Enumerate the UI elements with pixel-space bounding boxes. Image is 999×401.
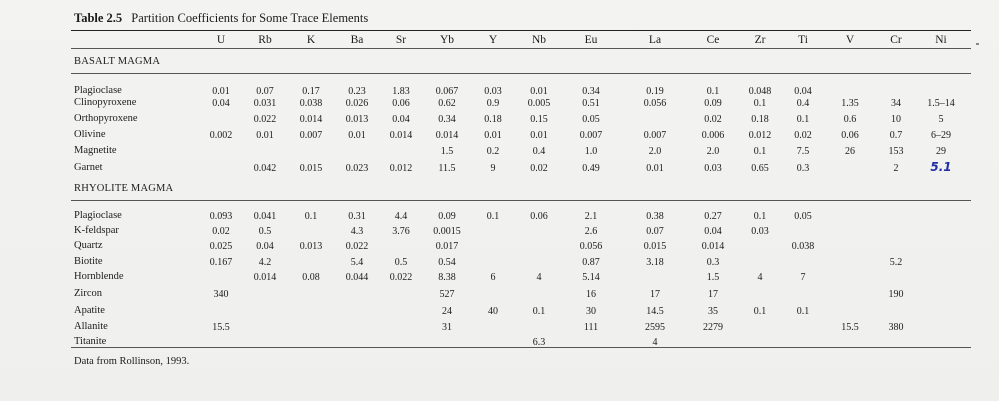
table-footnote: Data from Rollinson, 1993. bbox=[74, 356, 190, 367]
table-cell: 0.6 bbox=[843, 114, 857, 125]
table-cell: 0.23 bbox=[348, 86, 366, 97]
table-cell: 4 bbox=[652, 337, 658, 348]
table-cell: 0.3 bbox=[796, 163, 810, 174]
column-header-u: U bbox=[216, 34, 226, 46]
column-header-rb: Rb bbox=[258, 34, 272, 46]
table-cell: 0.03 bbox=[751, 226, 769, 237]
table-cell: 0.09 bbox=[704, 98, 722, 109]
table-cell: 0.012 bbox=[748, 130, 772, 141]
table-cell: 35 bbox=[708, 306, 718, 317]
table-cell: 0.19 bbox=[646, 86, 664, 97]
table-cell: 0.014 bbox=[253, 272, 277, 283]
table-cell: 190 bbox=[888, 289, 904, 300]
table-cell: 0.87 bbox=[582, 257, 600, 268]
table-cell: 9 bbox=[490, 163, 496, 174]
table-cell: 0.015 bbox=[643, 241, 667, 252]
column-header-nb: Nb bbox=[531, 34, 547, 46]
table-cell: 0.9 bbox=[486, 98, 500, 109]
row-label: K-feldspar bbox=[74, 225, 119, 236]
table-cell: 29 bbox=[936, 146, 946, 157]
table-cell: 0.03 bbox=[704, 163, 722, 174]
table-cell: 111 bbox=[583, 322, 599, 333]
row-label: Plagioclase bbox=[74, 85, 122, 96]
table-cell: 0.026 bbox=[345, 98, 369, 109]
table-cell: 0.048 bbox=[748, 86, 772, 97]
table-cell: 0.013 bbox=[299, 241, 323, 252]
table-cell: 17 bbox=[650, 289, 660, 300]
table-cell: 0.34 bbox=[438, 114, 456, 125]
table-cell: 6 bbox=[490, 272, 496, 283]
table-cell: 1.5 bbox=[706, 272, 720, 283]
table-cell: 0.3 bbox=[706, 257, 720, 268]
table-cell: 0.06 bbox=[530, 211, 548, 222]
table-cell: 0.38 bbox=[646, 211, 664, 222]
table-cell: 5.4 bbox=[350, 257, 364, 268]
table-cell: 0.014 bbox=[299, 114, 323, 125]
table-cell: 0.013 bbox=[345, 114, 369, 125]
table-cell: 4.4 bbox=[394, 211, 408, 222]
table-cell: 1.5 bbox=[440, 146, 454, 157]
table-cell: 2 bbox=[893, 163, 899, 174]
table-cell: 0.4 bbox=[796, 98, 810, 109]
row-label: Apatite bbox=[74, 305, 105, 316]
table-cell: 6.3 bbox=[532, 337, 546, 348]
table-cell: 1.0 bbox=[584, 146, 598, 157]
table-cell: 0.18 bbox=[751, 114, 769, 125]
table-cell: 0.1 bbox=[753, 98, 767, 109]
table-cell: 0.015 bbox=[299, 163, 323, 174]
table-cell: 31 bbox=[442, 322, 452, 333]
table-cell: 5 bbox=[938, 114, 944, 125]
table-title bbox=[74, 11, 368, 26]
table-cell: 0.2 bbox=[486, 146, 500, 157]
table-cell: 0.06 bbox=[841, 130, 859, 141]
table-cell: 0.27 bbox=[704, 211, 722, 222]
table-cell: 0.04 bbox=[212, 98, 230, 109]
table-cell: 0.02 bbox=[212, 226, 230, 237]
row-label: Allanite bbox=[74, 321, 108, 332]
table-cell: 0.005 bbox=[527, 98, 551, 109]
row-label: Titanite bbox=[74, 336, 107, 347]
column-header-ni: Ni bbox=[935, 34, 947, 46]
column-header-y: Y bbox=[488, 34, 498, 46]
table-cell: 0.022 bbox=[345, 241, 369, 252]
table-cell: 0.067 bbox=[435, 86, 459, 97]
table-cell: 0.65 bbox=[751, 163, 769, 174]
table-cell: 0.1 bbox=[532, 306, 546, 317]
table-cell: 0.025 bbox=[209, 241, 233, 252]
row-label: Clinopyroxene bbox=[74, 97, 137, 108]
table-cell: 4 bbox=[757, 272, 763, 283]
table-cell: 0.1 bbox=[796, 306, 810, 317]
table-cell: 7.5 bbox=[796, 146, 810, 157]
table-cell: 6–29 bbox=[931, 130, 951, 141]
table-cell: 340 bbox=[213, 289, 229, 300]
margin-mark bbox=[976, 43, 979, 45]
bottom-rule bbox=[71, 347, 971, 348]
table-cell: 0.01 bbox=[212, 86, 230, 97]
table-cell: 0.1 bbox=[486, 211, 500, 222]
row-label: Plagioclase bbox=[74, 210, 122, 221]
table-cell: 5.2 bbox=[889, 257, 903, 268]
table-cell: 0.1 bbox=[753, 146, 767, 157]
table-cell: 0.167 bbox=[209, 257, 233, 268]
table-cell: 4 bbox=[536, 272, 542, 283]
table-cell: 0.017 bbox=[435, 241, 459, 252]
table-cell: 0.014 bbox=[435, 130, 459, 141]
table-cell: 0.07 bbox=[256, 86, 274, 97]
table-cell: 14.5 bbox=[646, 306, 664, 317]
row-label: Zircon bbox=[74, 288, 102, 299]
table-cell: 0.038 bbox=[299, 98, 323, 109]
table-cell: 11.5 bbox=[438, 163, 456, 174]
table-cell: 0.18 bbox=[484, 114, 502, 125]
table-cell: 0.007 bbox=[579, 130, 603, 141]
table-cell: 0.044 bbox=[345, 272, 369, 283]
table-cell: 0.62 bbox=[438, 98, 456, 109]
table-cell: 15.5 bbox=[841, 322, 859, 333]
table-cell: 0.038 bbox=[791, 241, 815, 252]
table-cell: 0.007 bbox=[299, 130, 323, 141]
table-cell: 0.01 bbox=[530, 86, 548, 97]
section-rule-basalt bbox=[71, 73, 971, 74]
table-cell: 0.05 bbox=[582, 114, 600, 125]
table-cell: 0.1 bbox=[753, 306, 767, 317]
table-cell: 0.056 bbox=[643, 98, 667, 109]
column-header-k: K bbox=[306, 34, 316, 46]
column-header-sr: Sr bbox=[395, 34, 407, 46]
table-cell: 0.1 bbox=[796, 114, 810, 125]
table-cell: 0.012 bbox=[389, 163, 413, 174]
table-cell: 0.007 bbox=[643, 130, 667, 141]
table-cell: 0.04 bbox=[794, 86, 812, 97]
table-cell: 153 bbox=[888, 146, 904, 157]
table-cell: 0.54 bbox=[438, 257, 456, 268]
table-cell: 0.023 bbox=[345, 163, 369, 174]
table-caption: Partition Coefficients for Some Trace Elements bbox=[131, 11, 369, 25]
table-cell: 0.07 bbox=[646, 226, 664, 237]
section-rule-rhyolite bbox=[71, 200, 971, 201]
table-cell: 0.02 bbox=[704, 114, 722, 125]
table-cell: 0.022 bbox=[389, 272, 413, 283]
table-cell: 17 bbox=[708, 289, 718, 300]
table-cell: 0.03 bbox=[484, 86, 502, 97]
row-label: Hornblende bbox=[74, 271, 124, 282]
table-cell: 2279 bbox=[703, 322, 723, 333]
column-header-ce: Ce bbox=[706, 34, 720, 46]
table-cell: 24 bbox=[442, 306, 452, 317]
table-cell: 0.09 bbox=[438, 211, 456, 222]
table-cell: 0.014 bbox=[701, 241, 725, 252]
table-cell: 1.83 bbox=[392, 86, 410, 97]
table-cell: 0.04 bbox=[256, 241, 274, 252]
column-header-zr: Zr bbox=[754, 34, 766, 46]
table-cell: 5.14 bbox=[582, 272, 600, 283]
table-cell: 2595 bbox=[645, 322, 665, 333]
table-cell: 0.31 bbox=[348, 211, 366, 222]
table-cell: 0.5 bbox=[258, 226, 272, 237]
table-cell: 0.1 bbox=[706, 86, 720, 97]
table-cell: 0.1 bbox=[304, 211, 318, 222]
table-cell: 0.15 bbox=[530, 114, 548, 125]
table-cell: 0.5 bbox=[394, 257, 408, 268]
table-cell: 0.042 bbox=[253, 163, 277, 174]
top-rule bbox=[71, 30, 971, 31]
column-header-cr: Cr bbox=[890, 34, 902, 46]
table-cell: 0.014 bbox=[389, 130, 413, 141]
table-cell: 0.01 bbox=[256, 130, 274, 141]
table-cell: 3.18 bbox=[646, 257, 664, 268]
table-cell: 34 bbox=[891, 98, 901, 109]
table-cell: 2.6 bbox=[584, 226, 598, 237]
table-cell: 0.01 bbox=[348, 130, 366, 141]
section-heading-rhyolite: RHYOLITE MAGMA bbox=[74, 183, 174, 194]
table-cell: 0.04 bbox=[704, 226, 722, 237]
table-cell: 4.3 bbox=[350, 226, 364, 237]
table-cell: 3.76 bbox=[392, 226, 410, 237]
row-label: Orthopyroxene bbox=[74, 113, 138, 124]
table-cell: 0.0015 bbox=[433, 226, 461, 237]
table-cell: 0.01 bbox=[484, 130, 502, 141]
table-cell: 0.056 bbox=[579, 241, 603, 252]
table-cell: 1.35 bbox=[841, 98, 859, 109]
table-cell: 0.022 bbox=[253, 114, 277, 125]
table-label: Table 2.5 bbox=[74, 11, 123, 25]
column-header-la: La bbox=[648, 34, 662, 46]
table-cell: 0.4 bbox=[532, 146, 546, 157]
table-cell: 0.041 bbox=[253, 211, 277, 222]
row-label: Olivine bbox=[74, 129, 106, 140]
table-cell: 0.1 bbox=[753, 211, 767, 222]
table-cell: 0.34 bbox=[582, 86, 600, 97]
table-cell: 4.2 bbox=[258, 257, 272, 268]
row-label: Quartz bbox=[74, 240, 103, 251]
table-cell: 0.002 bbox=[209, 130, 233, 141]
column-header-ba: Ba bbox=[350, 34, 364, 46]
table-cell: 0.02 bbox=[794, 130, 812, 141]
table-cell: 0.49 bbox=[582, 163, 600, 174]
table-cell: 0.04 bbox=[392, 114, 410, 125]
column-header-ti: Ti bbox=[798, 34, 808, 46]
table-cell: 0.093 bbox=[209, 211, 233, 222]
row-label: Magnetite bbox=[74, 145, 117, 156]
table-cell: 30 bbox=[586, 306, 596, 317]
table-cell: 0.01 bbox=[530, 130, 548, 141]
table-cell: 16 bbox=[586, 289, 596, 300]
table-cell: 0.02 bbox=[530, 163, 548, 174]
header-rule bbox=[71, 48, 971, 49]
table-cell: 15.5 bbox=[212, 322, 230, 333]
table-cell: 8.38 bbox=[438, 272, 456, 283]
column-header-v: V bbox=[845, 34, 855, 46]
section-heading-basalt: BASALT MAGMA bbox=[74, 56, 161, 67]
table-cell: 380 bbox=[888, 322, 904, 333]
table-cell: 0.7 bbox=[889, 130, 903, 141]
table-cell: 5.1 bbox=[930, 160, 952, 174]
table-cell: 2.0 bbox=[706, 146, 720, 157]
table-cell: 7 bbox=[800, 272, 806, 283]
table-cell: 10 bbox=[891, 114, 901, 125]
table-cell: 0.01 bbox=[646, 163, 664, 174]
table-cell: 0.51 bbox=[582, 98, 600, 109]
table-cell: 0.06 bbox=[392, 98, 410, 109]
row-label: Garnet bbox=[74, 162, 103, 173]
table-cell: 527 bbox=[439, 289, 455, 300]
table-cell: 0.006 bbox=[701, 130, 725, 141]
table-cell: 0.05 bbox=[794, 211, 812, 222]
table-cell: 0.17 bbox=[302, 86, 320, 97]
table-cell: 2.0 bbox=[648, 146, 662, 157]
table-cell: 40 bbox=[488, 306, 498, 317]
table-cell: 1.5–14 bbox=[927, 98, 955, 109]
column-header-eu: Eu bbox=[584, 34, 598, 46]
table-cell: 26 bbox=[845, 146, 855, 157]
table-cell: 0.08 bbox=[302, 272, 320, 283]
row-label: Biotite bbox=[74, 256, 103, 267]
table-cell: 2.1 bbox=[584, 211, 598, 222]
column-header-yb: Yb bbox=[439, 34, 455, 46]
table-cell: 0.031 bbox=[253, 98, 277, 109]
